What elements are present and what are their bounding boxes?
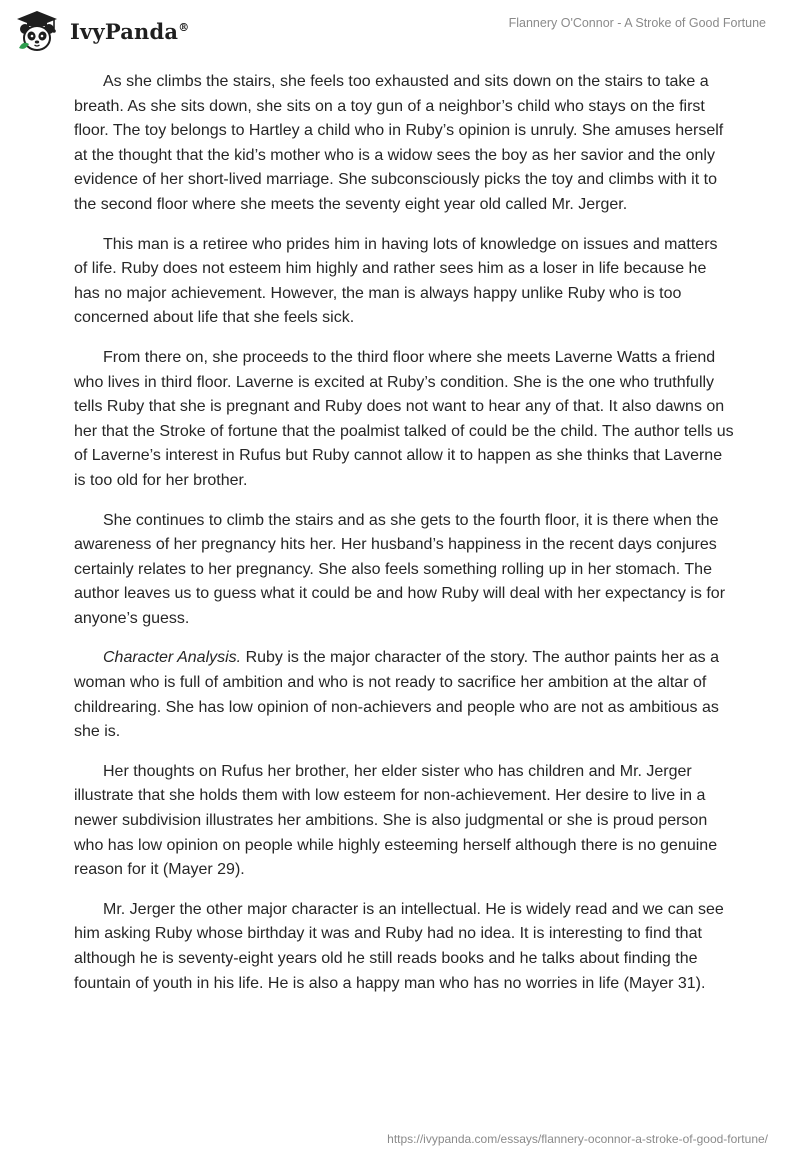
ivypanda-logo[interactable] <box>14 8 189 54</box>
panda-graduate-icon <box>14 8 60 54</box>
logo-text: IvyPanda® <box>70 18 190 44</box>
source-url[interactable]: https://ivypanda.com/essays/flannery-oconnor-a-stroke-of-good-fortune/ <box>387 1132 768 1146</box>
page-header <box>0 0 800 60</box>
paragraph: From there on, she proceeds to the third floor where she meets Laverne Watts a friend who lives in third floor. Laverne is excited at Ruby’s condition. She is the one who truthfully tells Ruby that she is pregnant and Ruby does not want to hear any of that. It also dawns on her that the Stroke of fortune that the poalmist talked of could be the child. The author tells us of Laverne’s interest in Rufus but Ruby cannot allow it to happen as she thinks that Laverne is too old for her brother. <box>74 348 734 489</box>
paragraph: She continues to climb the stairs and as she gets to the fourth floor, it is there when the awareness of her pregnancy hits her. Her husband’s happiness in the recent days conjures certainly relates to her pregnancy. She also feels something rolling up in her stomach. The author leaves us to guess what it could be and how Ruby will deal with her expectancy is for anyone’s guess. <box>74 511 726 627</box>
paragraph: This man is a retiree who prides him in having lots of knowledge on issues and matters of life. Ruby does not esteem him highly and rather sees him as a loser in life because he has no major achievement. However, the man is always happy unlike Ruby who is too concerned about life that she feels sick. <box>74 235 718 327</box>
paragraph: As she climbs the stairs, she feels too exhausted and sits down on the stairs to take a breath. As she sits down, she sits on a toy gun of a neighbor’s child who stays on the first floor. The toy belongs to Hartley a child who in Ruby’s opinion is unruly. She amuses herself at the thought that the kid’s mother who is a widow sees the boy as her savior and the only evidence of her short-lived marriage. She subconsciously picks the toy and climbs with it to the second floor where she meets the seventy eight year old called Mr. Jerger. <box>74 73 724 213</box>
document-title: Flannery O'Connor - A Stroke of Good Fortune <box>508 16 766 30</box>
section-lead: Character Analysis. <box>103 649 242 667</box>
essay-body <box>74 70 734 1011</box>
paragraph: Character Analysis. Ruby is the major character of the story. The author paints her as a woman who is full of ambition and who is not ready to sacrifice her ambition at the altar of childrearing. She has low opinion of non-achievers and people who are not as ambitious as she is. <box>74 649 719 741</box>
paragraph: Her thoughts on Rufus her brother, her elder sister who has children and Mr. Jerger illustrate that she holds them with low esteem for non-achievement. Her desire to live in a newer subdivision illustrates her ambitions. She is also judgmental or she is proud person who has low opinion on people while highly esteeming herself although there is no genuine reason for it (Mayer 29). <box>74 762 718 879</box>
paragraph: Mr. Jerger the other major character is an intellectual. He is widely read and we can see him asking Ruby whose birthday it was and Ruby had no idea. It is interesting to find that although he is seventy-eight years old he still reads books and he talks about finding the fountain of youth in his life. He is also a happy man who has no worries in life (Mayer 31). <box>74 900 724 992</box>
